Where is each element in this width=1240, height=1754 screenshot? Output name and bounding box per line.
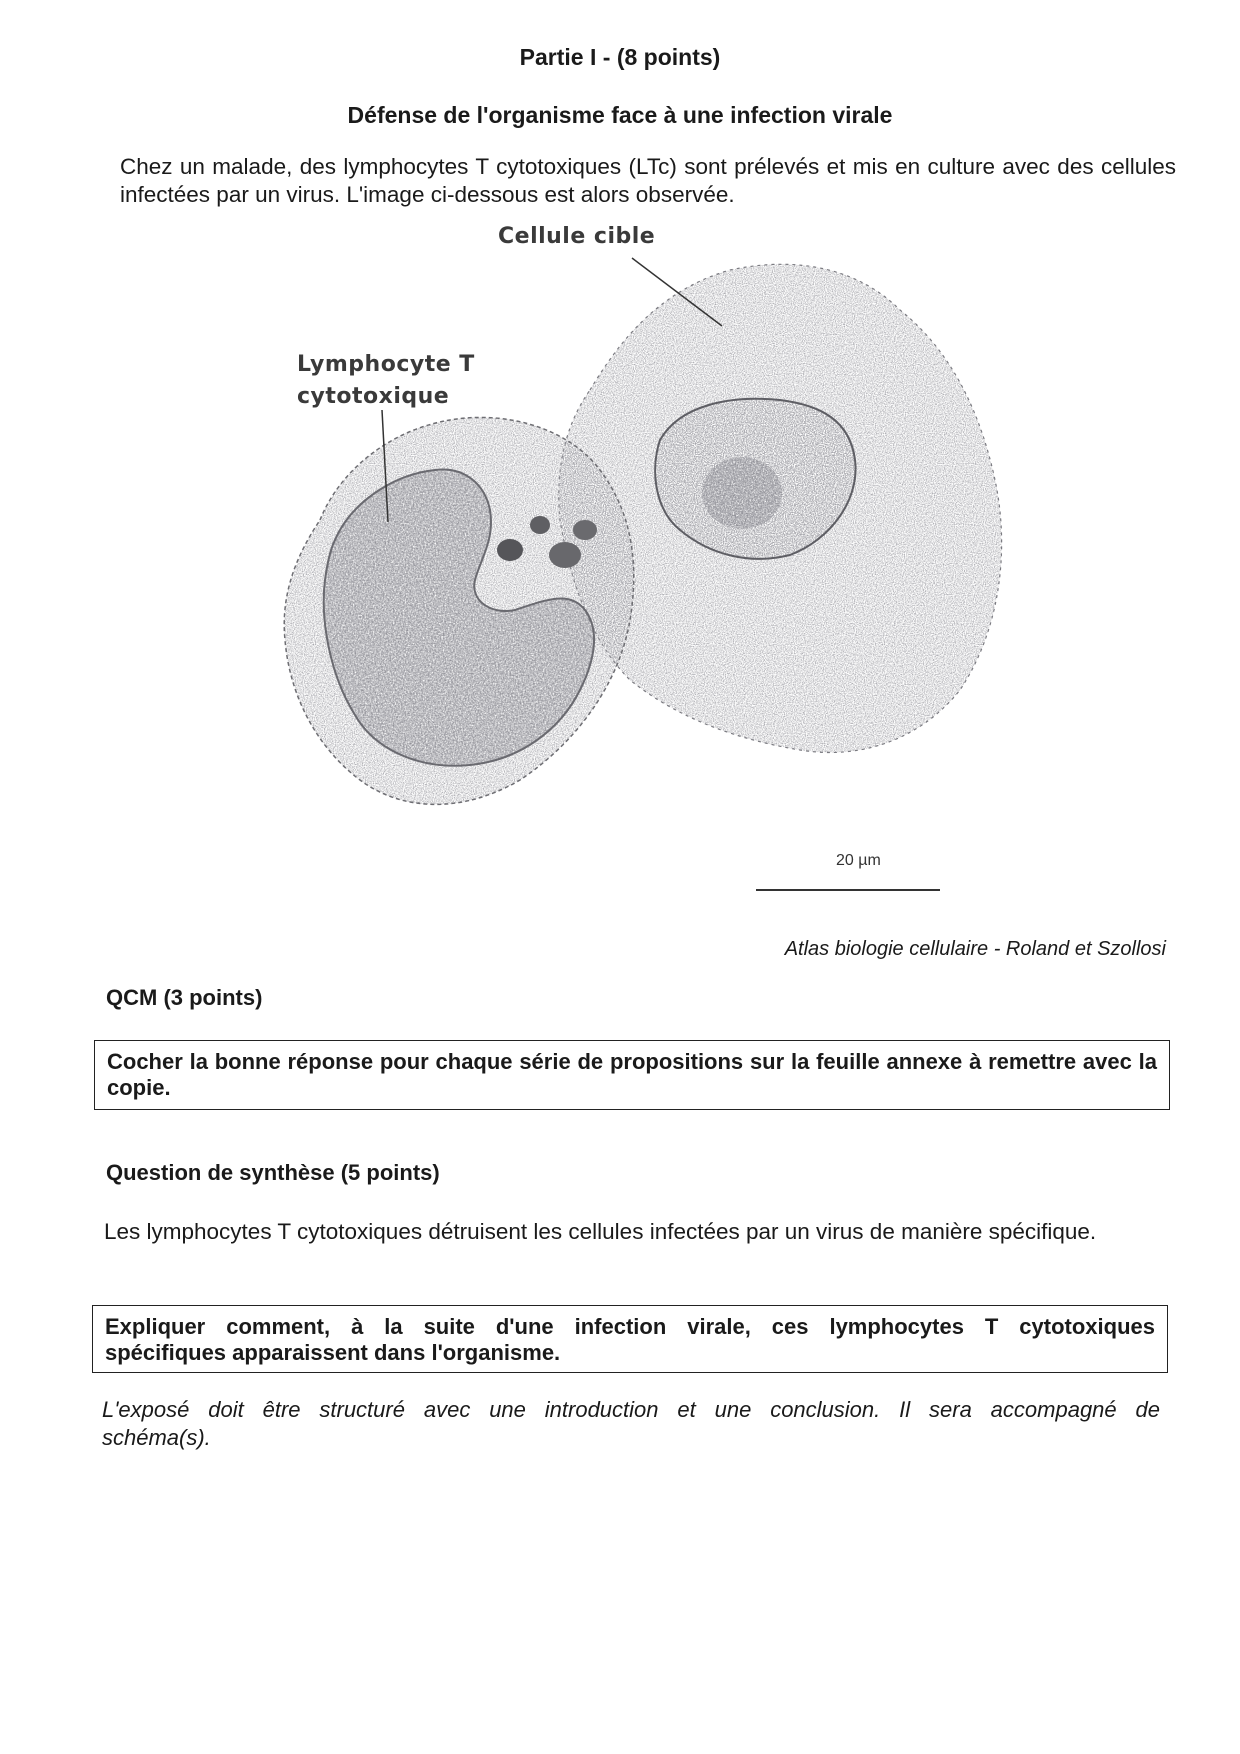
qcm-title: QCM (3 points): [106, 985, 263, 1010]
label-target-cell: Cellule cible: [498, 224, 656, 249]
cell-micrograph: [260, 220, 1100, 920]
expose-note: [102, 1396, 1160, 1452]
label-lymphocyte-line2: cytotoxique: [297, 384, 450, 409]
section-title: Défense de l'organisme face à une infection virale: [347, 102, 893, 128]
label-lymphocyte-line1: Lymphocyte T: [297, 352, 475, 377]
synthesis-instruction-box: [92, 1305, 1168, 1373]
expose-line1: L'exposé doit être structuré avec une introduction et une conclusion. Il sera accompagné de: [102, 1397, 1160, 1422]
label-lymphocyte: [297, 349, 475, 413]
lymphocyte-cell: [284, 417, 634, 804]
part-title: Partie I - (8 points): [519, 44, 721, 70]
scale-label: 20 µm: [836, 852, 881, 869]
intro-paragraph: Chez un malade, des lymphocytes T cytotoxiques (LTc) sont prélevés et mis en culture avec des cellules infectées par un virus. L'image ci-dessous est alors observée.: [120, 154, 1176, 207]
target-cell: [559, 264, 1002, 752]
qcm-instruction-box: Cocher la bonne réponse pour chaque série de propositions sur la feuille annexe à remettre avec la copie.: [94, 1040, 1170, 1110]
figure-source: Atlas biologie cellulaire - Roland et Szollosi: [784, 938, 1166, 960]
expose-line2: schéma(s).: [102, 1425, 211, 1450]
synthesis-paragraph: Les lymphocytes T cytotoxiques détruisent les cellules infectées par un virus de manière spécifique.: [104, 1219, 1097, 1244]
synthesis-instruction-line1: Expliquer comment, à la suite d'une infection virale, ces lymphocytes T cytotoxiques: [105, 1314, 1155, 1339]
synthesis-instruction-line2: spécifiques apparaissent dans l'organisme.: [105, 1340, 561, 1365]
synthesis-title: Question de synthèse (5 points): [106, 1160, 440, 1185]
